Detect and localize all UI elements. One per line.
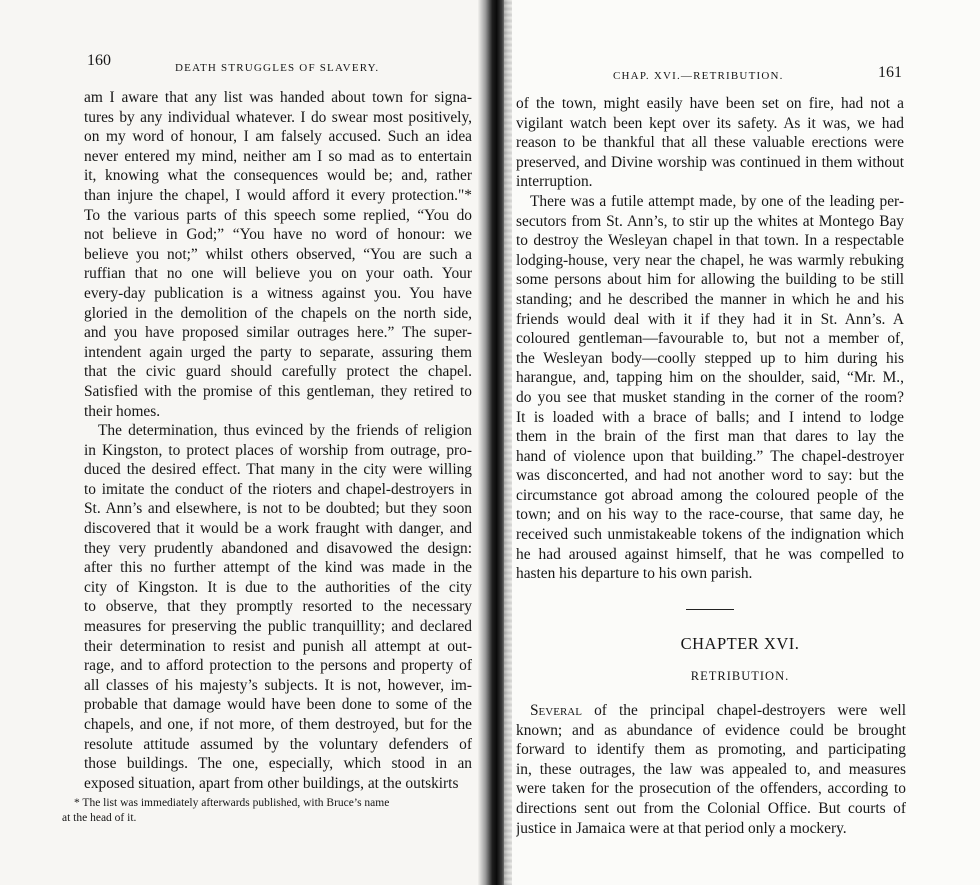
text-line: in, these outrages, the law was appealed to, and measures [516,760,906,778]
text-line: measures for preserving the public tranquillity; and declared [84,618,472,636]
text-line: not believe in God;” “You have no word of honour: we [84,226,472,244]
text-line: probable that damage would have been done to some of the [84,696,472,714]
right-body-text [516,94,904,584]
text-line: after this no further attempt of the kind was made in the [84,559,472,577]
text-line: town; and on his way to the race-course, that same day, he [516,506,904,524]
left-page [0,0,488,885]
text-line: to imitate the conduct of the rioters and chapel-destroyers in [84,480,472,498]
text-line: were taken for the prosecution of the offenders, according to [516,780,906,798]
text-line: interruption. [516,173,593,191]
chapter-opening-word: Several [530,702,582,719]
text-line: hand of violence upon that building.” The chapel-destroyer [516,447,904,465]
chapter-divider-rule [686,609,734,610]
text-line: coloured gentleman—favourable to, but not a member of, [516,330,904,348]
text-line: It is loaded with a brace of balls; and I intend to lodge [516,408,904,426]
text-line: directions sent out from the Colonial Office. But courts of [516,799,906,817]
text-line: received such unmistakeable tokens of the indignation which [516,526,904,544]
chapter-subtitle: RETRIBUTION. [690,669,790,683]
text-line: on my word of honour, I am falsely accused. Such an idea [84,128,472,146]
text-line: gloried in the demolition of the chapels on the north side, [84,304,472,322]
text-line: their homes. [84,402,161,420]
text-line: friends would deal with it if they had it in St. Ann’s. A [516,310,904,328]
text-line: city of Kingston. It is due to the authorities of the city [84,578,472,596]
text-line: to destroy the Wesleyan chapel in that town. In a respectable [516,232,904,250]
page-number-right: 161 [878,64,902,81]
text-line: harangue, and, tapping him on the shoulder, said, “Mr. M., [516,369,904,387]
text-line: than injure the chapel, I would afford it every protection."* [84,186,472,204]
text-line: those buildings. The one, especially, which stood in an [84,755,472,773]
footnote [62,796,389,826]
text-line [516,701,906,721]
text-line: duced the desired effect. That many in the city were willing [84,461,472,479]
page-edge [504,0,512,885]
text-line: in Kingston, to protect places of worship from outrage, pro- [84,441,472,459]
text-line: There was a futile attempt made, by one of the leading per- [530,192,904,210]
text-line: rage, and to afford protection to the persons and property of [84,657,472,675]
text-line: intendent again urged the party to separate, assuring them [84,343,472,361]
running-head-left: DEATH STRUGGLES OF SLAVERY. [175,62,380,74]
page-number-left: 160 [87,52,111,69]
text-line: known; and as abundance of evidence could be brought [516,721,906,739]
text-line: ruffian that no one will believe you on your oath. Your [84,265,472,283]
text-line-rest: of the principal chapel-destroyers were well [581,702,906,719]
text-line: he had aroused against himself, that he was compelled to [516,545,904,563]
text-line: preserved, and Divine worship was continued in them without [516,153,904,171]
text-line: hasten his departure to his own parish. [516,565,753,583]
text-line: am I aware that any list was handed about town for signa- [84,89,472,106]
text-line: the Wesleyan body—coolly stepped up to him during his [516,349,904,367]
text-line: tures by any individual whatever. I do swear most positively, [84,108,472,126]
text-line: lodging-house, very near the chapel, he was warmly rebuking [516,251,904,269]
text-line: circumstance got abroad among the coloured people of the [516,486,904,504]
text-line: St. Ann’s and elsewhere, is not to be doubted; but they soon [84,500,472,518]
text-line: The determination, thus evinced by the friends of religion [98,422,472,440]
text-line: standing; and he described the manner in which he and his [516,290,904,308]
text-line: do you see that musket standing in the corner of the room? [516,388,904,406]
running-head-right: CHAP. XVI.—RETRIBUTION. [613,70,784,82]
text-line: exposed situation, apart from other buildings, at the outskirts [84,774,459,792]
text-line: they very prudently abandoned and disavowed the design: [84,539,472,557]
text-line: of the town, might easily have been set on fire, had not a [516,95,904,112]
text-line: their determination to resist and punish all attempt at out- [84,637,472,655]
text-line: that the civic guard should carefully protect the chapel. [84,363,472,381]
text-line: all classes of his majesty’s subjects. It is not, however, im- [84,676,472,694]
text-line: some persons about him for allowing the building to be still [516,271,904,289]
text-line: them in the brain of the first man that dares to lay the [516,428,904,446]
text-line: justice in Jamaica were at that period only a mockery. [516,819,847,837]
text-line: forward to identify them as promoting, and participating [516,741,906,759]
text-line: believe you not;” whilst others observed, “You are such a [84,245,472,263]
footnote-line: * The list was immediately afterwards published, with Bruce’s name [74,797,390,809]
text-line: every-day publication is a witness against you. You have [84,284,472,302]
text-line: to observe, that they promptly resorted to the necessary [84,598,472,616]
text-line: was disconcerted, and had not another word to say: but the [516,467,904,485]
text-line: Satisfied with the promise of this gentleman, they retired to [84,382,472,400]
text-line: resolute attitude assumed by the voluntary defenders of [84,735,472,753]
text-line: it, knowing what the consequences would be; and, rather [84,167,472,185]
chapter-body-text [516,701,906,838]
text-line: reason to be thankful that all these valuable erections were [516,134,904,152]
text-line: and you have proposed similar outrages here.” The super- [84,324,472,342]
text-line: vigilant watch been kept over its safety. As it was, we had [516,114,904,132]
left-body-text [84,88,472,793]
text-line: discovered that it would be a work fraught with danger, and [84,520,472,538]
chapter-title: CHAPTER XVI. [680,634,800,653]
text-line: chapels, and one, if not more, of them destroyed, but for the [84,716,472,733]
footnote-line: at the head of it. [62,812,137,824]
text-line: To the various parts of this speech some replied, “You do [84,206,472,224]
text-line: secutors from St. Ann’s, to stir up the whites at Montego Bay [516,212,904,230]
text-line: never entered my mind, neither am I so mad as to entertain [84,147,472,165]
